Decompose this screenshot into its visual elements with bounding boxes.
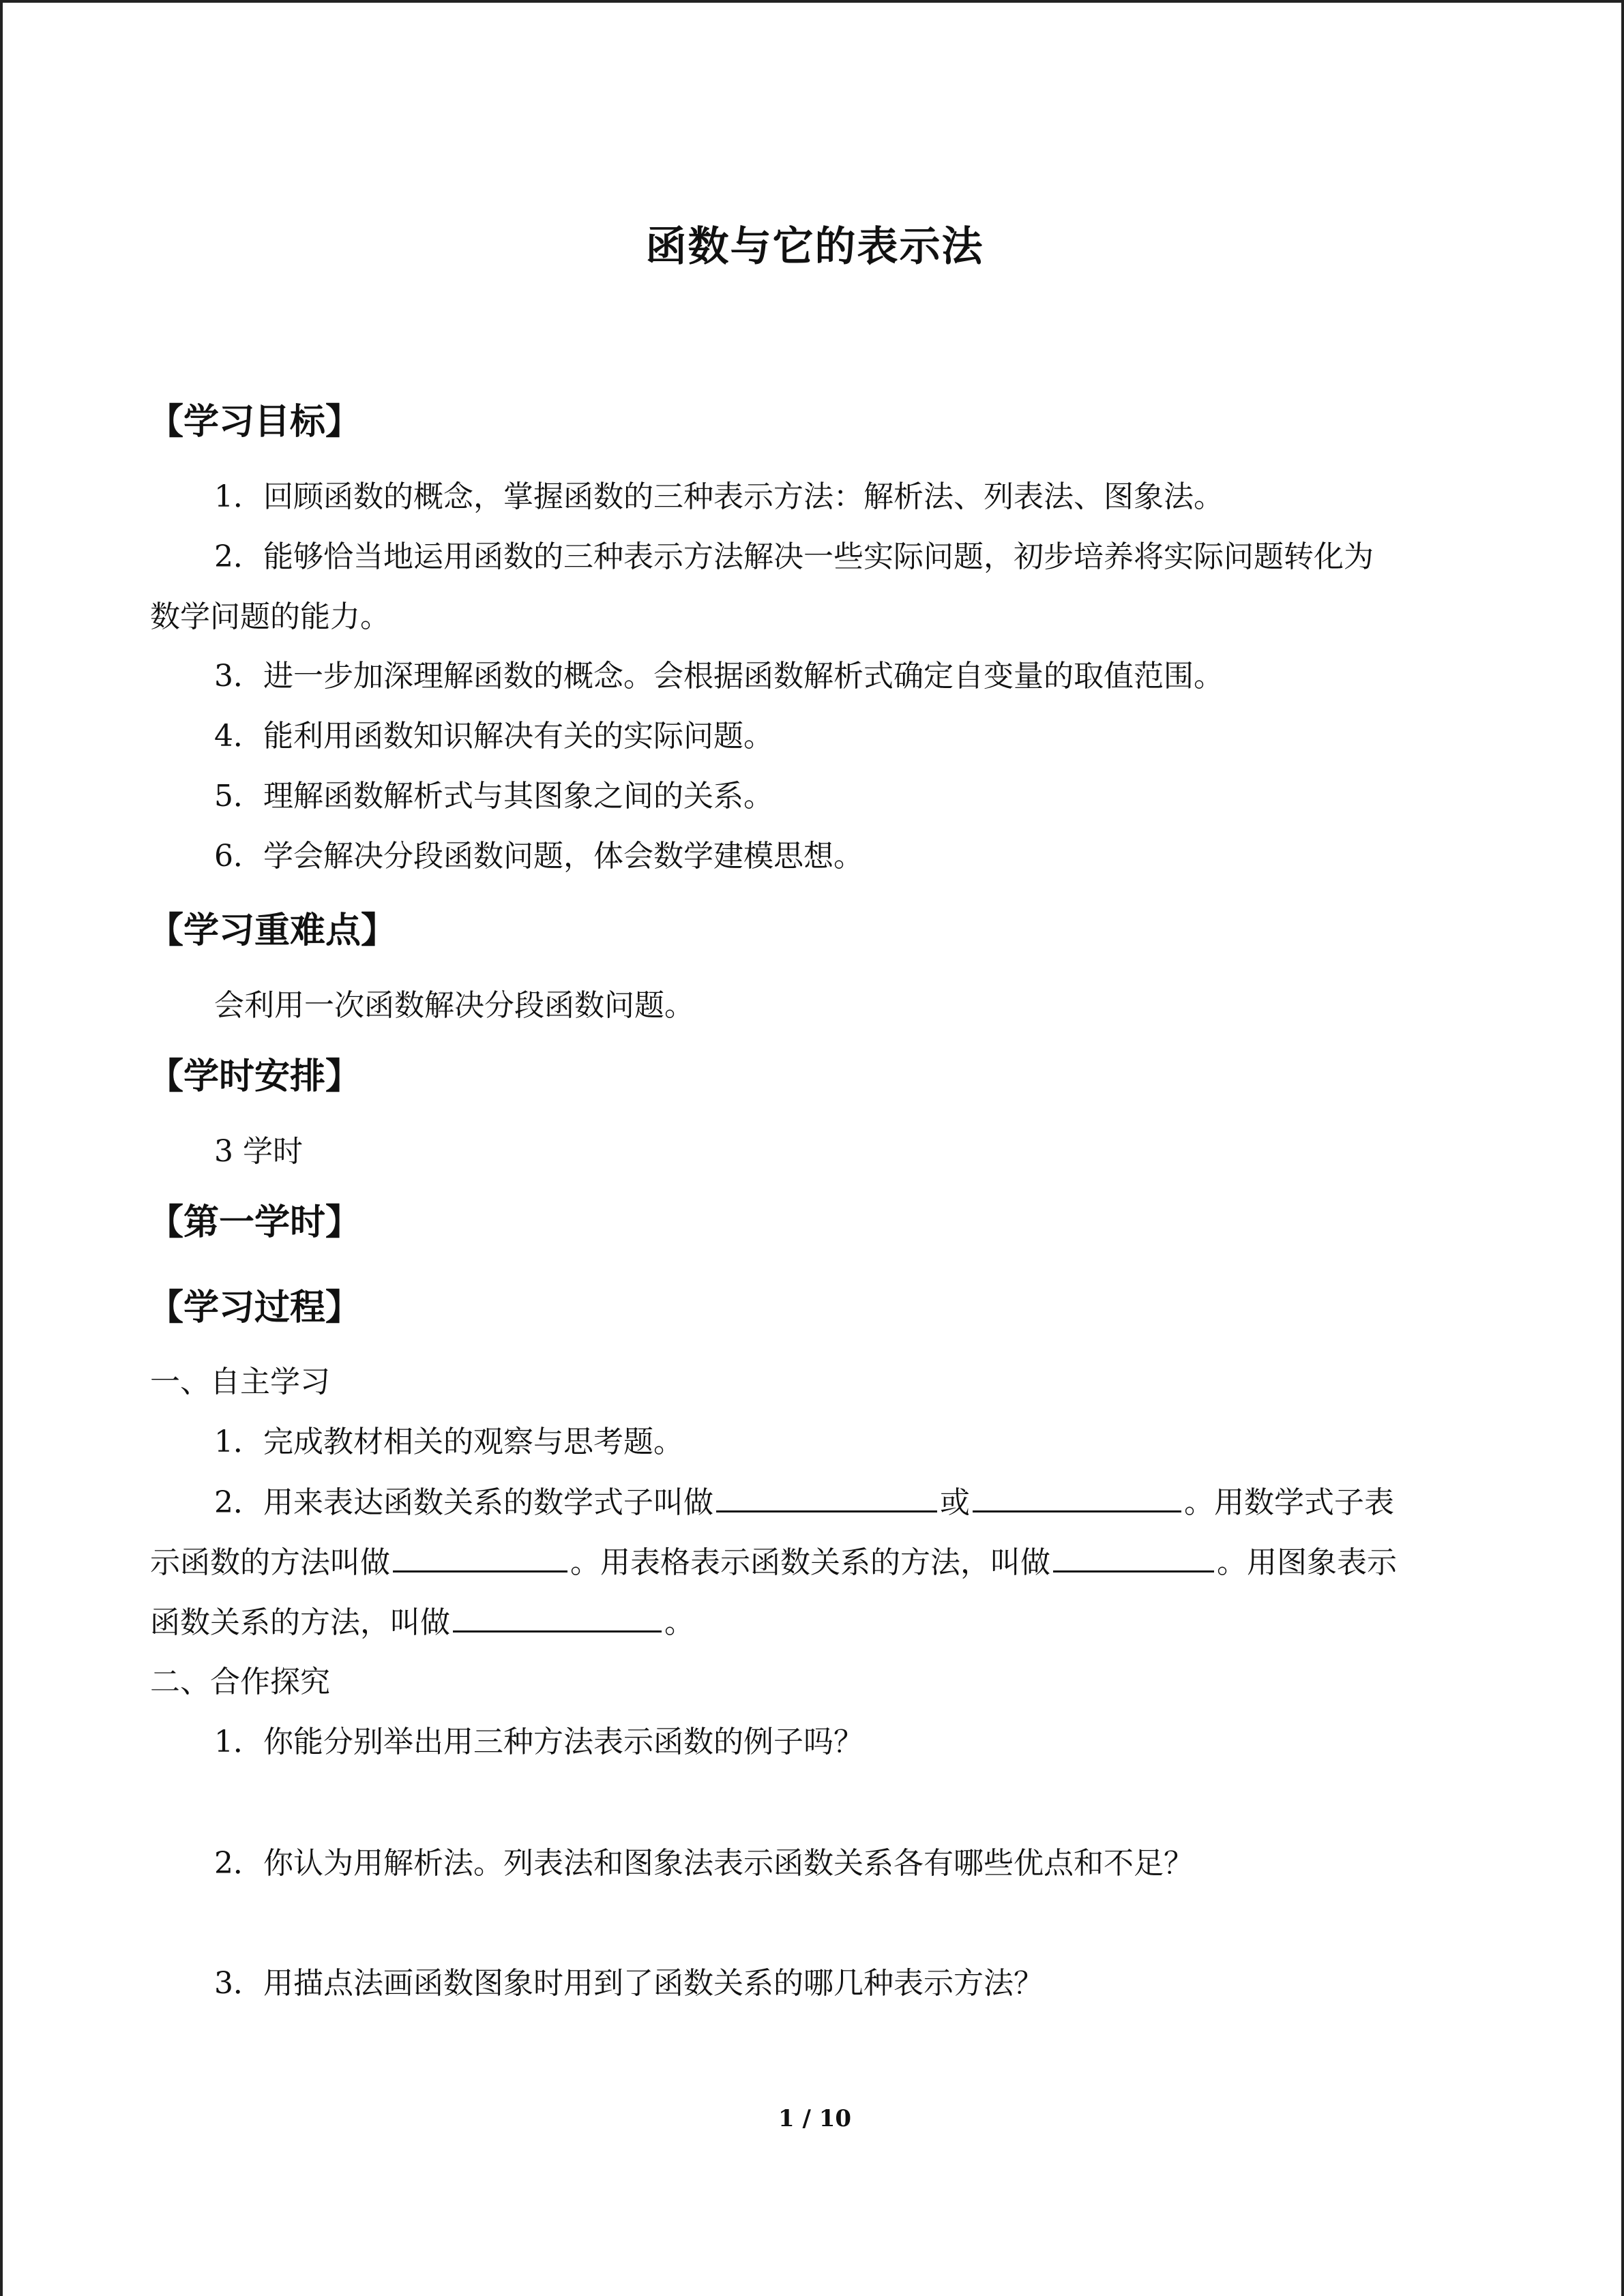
goal-item: 5．理解函数解析式与其图象之间的关系。 bbox=[214, 779, 773, 814]
fill-text: 或 bbox=[940, 1485, 970, 1520]
answer-blank[interactable] bbox=[393, 1543, 567, 1572]
part-two-item: 2．你认为用解析法。列表法和图象法表示函数关系各有哪些优点和不足？ bbox=[214, 1846, 1194, 1881]
key-points-text: 会利用一次函数解决分段函数问题。 bbox=[214, 988, 694, 1023]
fill-in-line-1 bbox=[214, 1483, 1394, 1522]
fill-text: 。 bbox=[664, 1605, 694, 1640]
document-title: 函数与它的表示法 bbox=[645, 223, 984, 271]
heading-learning-process: 【学习过程】 bbox=[148, 1287, 361, 1328]
part-one-item: 1．完成教材相关的观察与思考题。 bbox=[214, 1425, 683, 1459]
goal-item: 6．学会解决分段函数问题，体会数学建模思想。 bbox=[214, 839, 863, 874]
part-one-title: 一、自主学习 bbox=[150, 1365, 330, 1399]
schedule-text: 3 学时 bbox=[214, 1134, 303, 1169]
answer-blank[interactable] bbox=[973, 1483, 1181, 1512]
fill-text: 函数关系的方法，叫做 bbox=[150, 1605, 450, 1640]
part-two-title: 二、合作探究 bbox=[150, 1665, 330, 1699]
fill-text: 示函数的方法叫做 bbox=[150, 1545, 390, 1580]
fill-text: 。用图象表示 bbox=[1217, 1545, 1397, 1580]
goal-item-continuation: 数学问题的能力。 bbox=[150, 599, 390, 634]
fill-in-line-3 bbox=[150, 1603, 694, 1642]
heading-learning-goals: 【学习目标】 bbox=[148, 402, 361, 443]
answer-blank[interactable] bbox=[453, 1603, 662, 1632]
goal-item: 4．能利用函数知识解决有关的实际问题。 bbox=[214, 719, 773, 754]
heading-lesson-one: 【第一学时】 bbox=[148, 1202, 361, 1243]
goal-item: 3．进一步加深理解函数的概念。会根据函数解析式确定自变量的取值范围。 bbox=[214, 659, 1224, 694]
answer-blank[interactable] bbox=[1053, 1543, 1214, 1572]
goal-item: 1．回顾函数的概念，掌握函数的三种表示方法：解析法、列表法、图象法。 bbox=[214, 479, 1224, 514]
fill-text: 。用数学式子表 bbox=[1184, 1485, 1394, 1520]
page-number: 1 / 10 bbox=[778, 2105, 852, 2132]
answer-blank[interactable] bbox=[716, 1483, 937, 1512]
fill-text: 。用表格表示函数关系的方法，叫做 bbox=[570, 1545, 1050, 1580]
heading-key-points: 【学习重难点】 bbox=[148, 910, 397, 951]
fill-text: 2．用来表达函数关系的数学式子叫做 bbox=[214, 1485, 713, 1520]
fill-in-line-2 bbox=[150, 1543, 1397, 1582]
heading-schedule: 【学时安排】 bbox=[148, 1056, 361, 1097]
goal-item: 2．能够恰当地运用函数的三种表示方法解决一些实际问题，初步培养将实际问题转化为 bbox=[214, 539, 1374, 574]
part-two-item: 1．你能分别举出用三种方法表示函数的例子吗？ bbox=[214, 1725, 863, 1759]
part-two-item: 3．用描点法画函数图象时用到了函数关系的哪几种表示方法？ bbox=[214, 1966, 1044, 2001]
